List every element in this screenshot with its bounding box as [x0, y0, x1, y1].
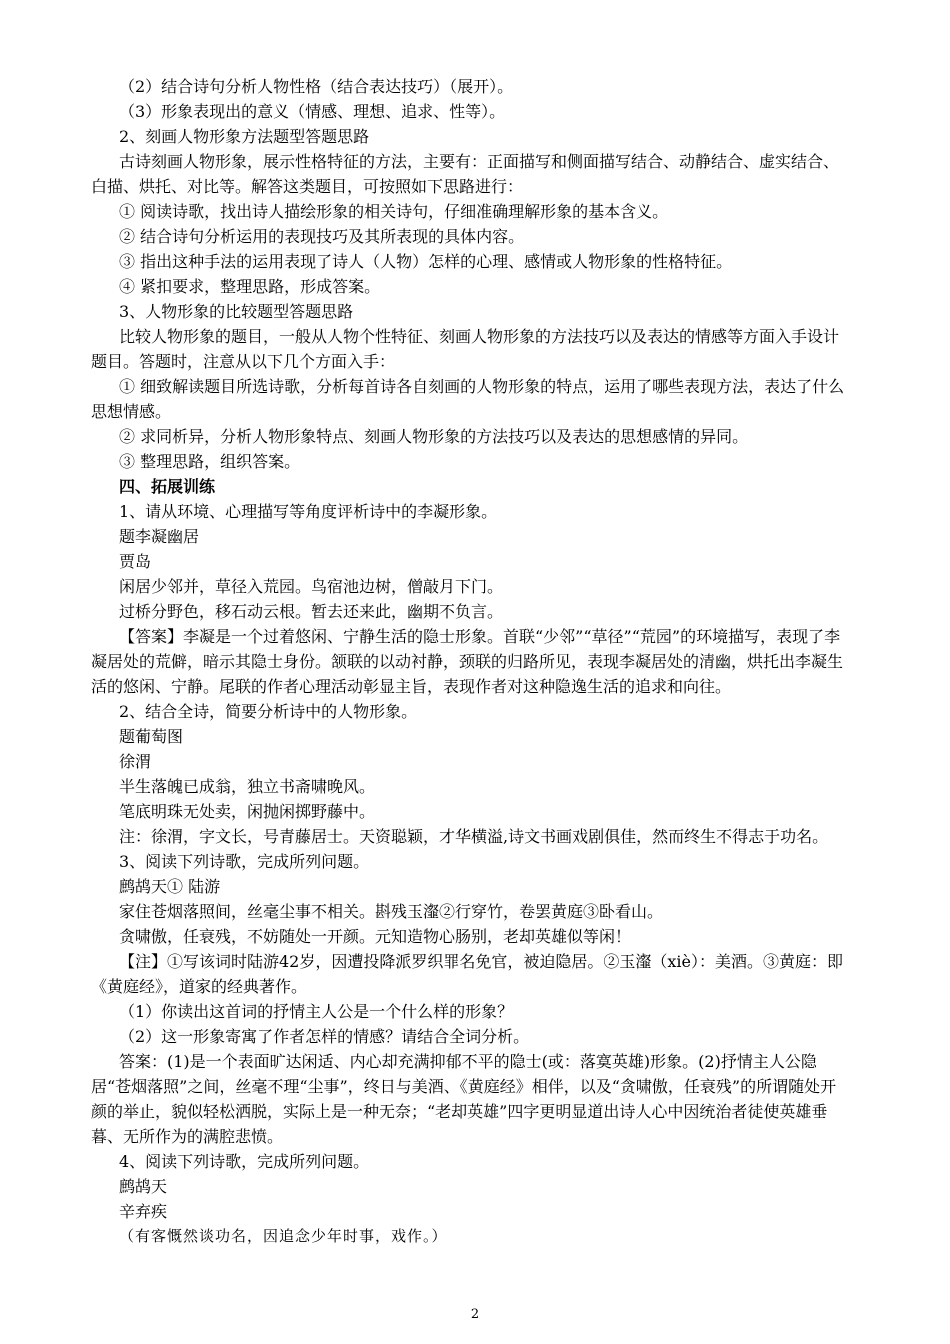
paragraph: （3）形象表现出的意义（情感、理想、追求、性等）。: [119, 102, 506, 121]
paragraph: 笔底明珠无处卖，闲抛闲掷野藤中。: [119, 802, 376, 821]
paragraph: ① 细致解读题目所选诗歌，分析每首诗各自刻画的人物形象的特点，运用了哪些表现方法，表达了什么思想情感。: [91, 377, 845, 421]
paragraph: 3、人物形象的比较题型答题思路: [119, 302, 354, 321]
paragraph: 闲居少邻并，草径入荒园。鸟宿池边树，僧敲月下门。: [119, 577, 504, 596]
paragraph: （2）这一形象寄寓了作者怎样的情感？请结合全词分析。: [119, 1027, 530, 1046]
paragraph: ② 求同析异，分析人物形象特点、刻画人物形象的方法技巧以及表达的思想感情的异同。: [119, 427, 749, 446]
paragraph: 1、请从环境、心理描写等角度评析诗中的李凝形象。: [119, 502, 498, 521]
paragraph: 家住苍烟落照间，丝毫尘事不相关。斟残玉瀣②行穿竹，卷罢黄庭③卧看山。: [119, 902, 664, 921]
paragraph: 答案：(1)是一个表面旷达闲适、内心却充满抑郁不平的隐士(或：落寞英雄)形象。(2)抒情主人公隐居“苍烟落照”之间，丝毫不理“尘事”，终日与美酒、《黄庭经》相伴，以及“贪啸傲，任衰残”的所谓随处开颜的举止，貌似轻松洒脱，实际上是一种无奈；“老却英雄”四字更明显道出诗人心中因统治者徒使英雄垂暮、无所作为的满腔悲愤。: [91, 1052, 837, 1146]
paragraph: 题李凝幽居: [119, 527, 200, 546]
paragraph: 徐渭: [119, 752, 152, 771]
document-body: [91, 74, 851, 1249]
paragraph: 鹧鸪天: [119, 1177, 168, 1196]
paragraph: ① 阅读诗歌，找出诗人描绘形象的相关诗句，仔细准确理解形象的基本含义。: [119, 202, 669, 221]
paragraph: 半生落魄已成翁，独立书斋啸晚风。: [119, 777, 376, 796]
paragraph: （1）你读出这首词的抒情主人公是一个什么样的形象？: [119, 1002, 514, 1021]
paragraph: 【答案】李凝是一个过着悠闲、宁静生活的隐士形象。首联“少邻”“草径”“荒园”的环境描写，表现了李凝居处的荒僻，暗示其隐士身份。颔联的以动衬静，颈联的归路所见，表现李凝居处的清幽，烘托出李凝生活的悠闲、宁静。尾联的作者心理活动彰显主旨，表现作者对这种隐逸生活的追求和向往。: [91, 627, 844, 696]
paragraph: 鹧鸪天① 陆游: [119, 877, 221, 896]
paragraph: 【注】①写该词时陆游42岁，因遭投降派罗织罪名免官，被迫隐居。②玉瀣（xiè）：美酒。③黄庭：即《黄庭经》，道家的经典著作。: [91, 952, 843, 996]
paragraph: 古诗刻画人物形象，展示性格特征的方法，主要有：正面描写和侧面描写结合、动静结合、虚实结合、白描、烘托、对比等。解答这类题目，可按照如下思路进行：: [91, 152, 840, 196]
paragraph: 3、阅读下列诗歌，完成所列问题。: [119, 852, 370, 871]
paragraph: ② 结合诗句分析运用的表现技巧及其所表现的具体内容。: [119, 227, 525, 246]
paragraph: 2、刻画人物形象方法题型答题思路: [119, 127, 370, 146]
paragraph: 贾岛: [119, 552, 152, 571]
paragraph: 辛弃疾: [119, 1202, 168, 1221]
paragraph: ③ 整理思路，组织答案。: [119, 452, 301, 471]
section-heading: 四、拓展训练: [119, 477, 216, 496]
page-number: 2: [470, 1307, 480, 1322]
paragraph: 贪啸傲，任衰残，不妨随处一开颜。元知造物心肠别，老却英雄似等闲！: [119, 927, 632, 946]
paragraph: 过桥分野色，移石动云根。暂去还来此，幽期不负言。: [119, 602, 504, 621]
paragraph: ④ 紧扣要求，整理思路，形成答案。: [119, 277, 381, 296]
paragraph: 比较人物形象的题目，一般从人物个性特征、刻画人物形象的方法技巧以及表达的情感等方面入手设计题目。答题时，注意从以下几个方面入手：: [91, 327, 840, 371]
paragraph: 2、结合全诗，简要分析诗中的人物形象。: [119, 702, 418, 721]
paragraph: （有客慨然谈功名，因追念少年时事，戏作。）: [119, 1227, 448, 1245]
paragraph: 注：徐渭，字文长，号青藤居士。天资聪颖，才华横溢,诗文书画戏剧俱佳，然而终生不得志于功名。: [119, 827, 829, 846]
paragraph: 4、阅读下列诗歌，完成所列问题。: [119, 1152, 370, 1171]
paragraph: ③ 指出这种手法的运用表现了诗人（人物）怎样的心理、感情或人物形象的性格特征。: [119, 252, 733, 271]
paragraph: 题葡萄图: [119, 727, 184, 746]
paragraph: （2）结合诗句分析人物性格（结合表达技巧）（展开）。: [119, 77, 514, 96]
